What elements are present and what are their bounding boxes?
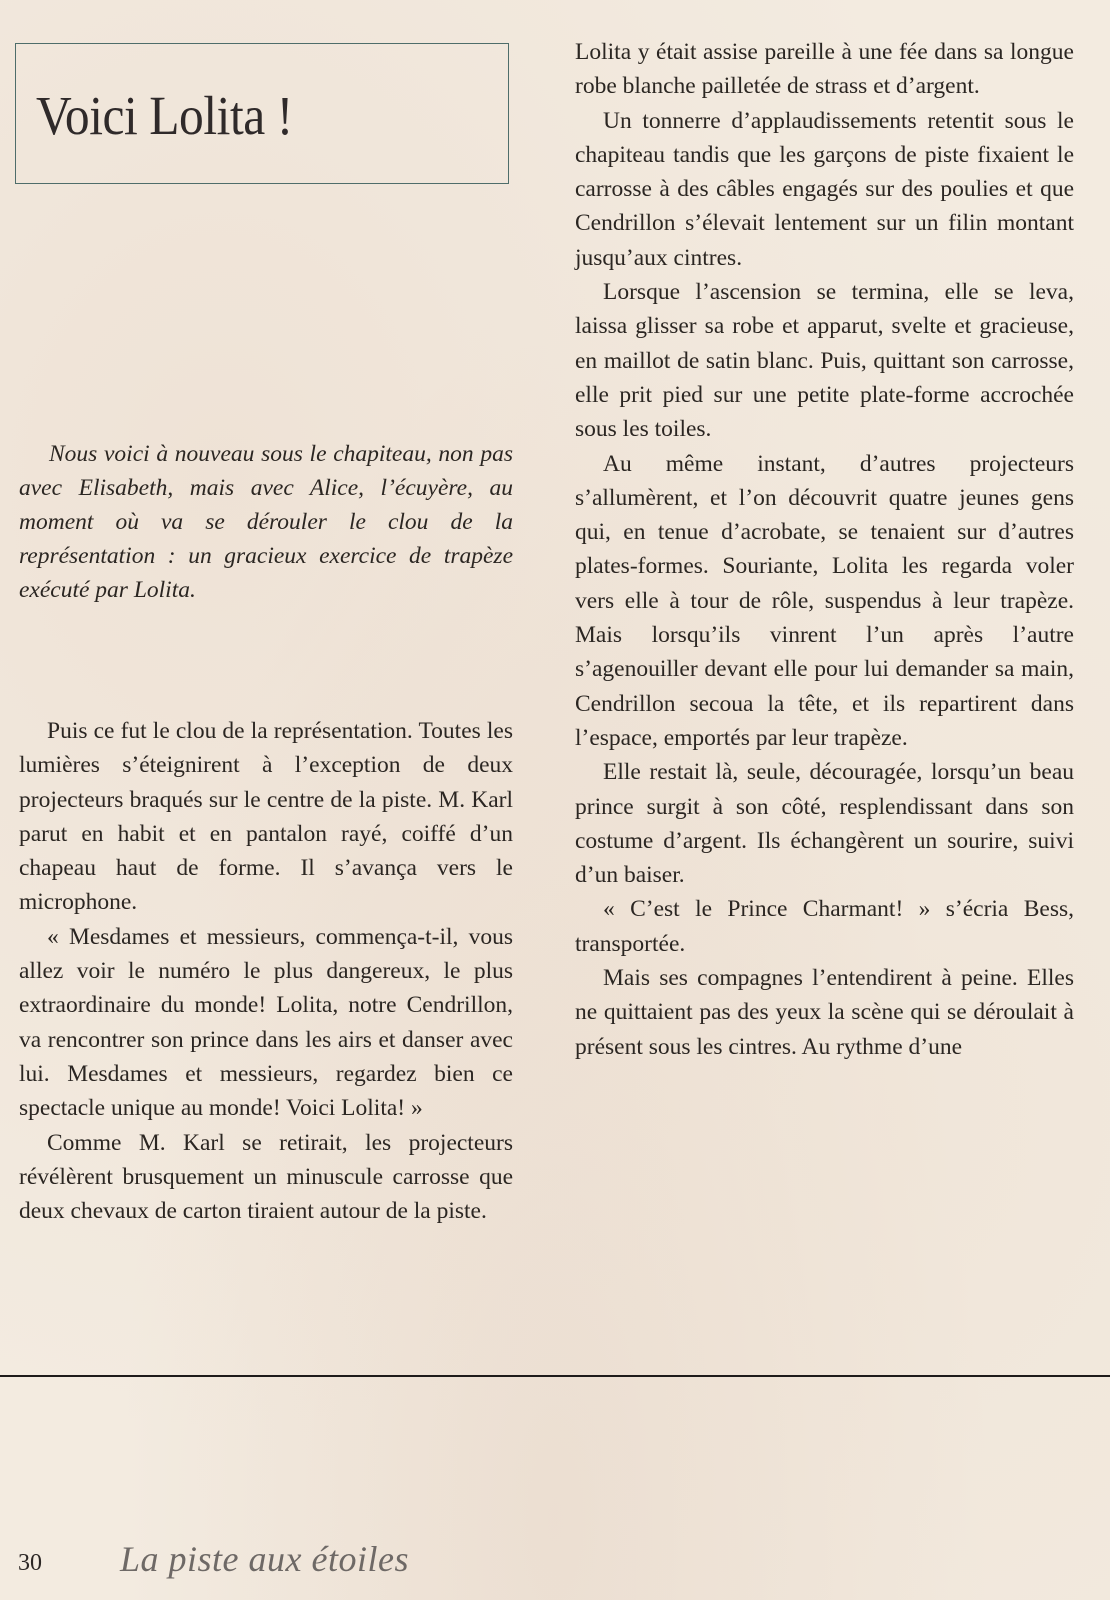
- body-paragraph: Comme M. Karl se retirait, les projecteurs révélèrent brusquement un minuscule carrosse que deux chevaux de carton tiraient autour de la piste.: [19, 1129, 513, 1225]
- body-paragraph: « Mesdames et messieurs, commença-t-il, vous allez voir le numéro le plus dangereux, le plus extraordinaire du monde! Lolita, notre Cendrillon, va rencontrer son prince dans les airs et danser avec lui. Mesdames et messieurs, regardez bien ce spectacle unique au monde! Voici Lolita! »: [19, 923, 513, 1122]
- body-paragraph: Puis ce fut le clou de la représentation. Toutes les lumières s’éteignirent à l’exception de deux projecteurs braqués sur le centre de la piste. M. Karl parut en habit et en pantalon rayé, coiffé d’un chapeau haut de forme. Il s’avança vers le microphone.: [19, 718, 513, 916]
- horizontal-rule: [0, 1375, 1110, 1377]
- body-paragraph: Elle restait là, seule, découragée, lorsqu’un beau prince surgit à son côté, resplendissant dans son costume d’argent. Ils échangèrent un sourire, suivi d’un baiser.: [575, 759, 1074, 889]
- title-frame: [15, 43, 509, 184]
- page-number: 30: [18, 1550, 42, 1576]
- continued-paragraph: Lolita y était assise pareille à une fée dans sa longue robe blanche pailletée de strass et d’argent.: [575, 39, 1074, 100]
- right-column: [575, 35, 1074, 1064]
- intro-paragraph: Nous voici à nouveau sous le chapiteau, non pas avec Elisabeth, mais avec Alice, l’écuyère, au moment où va se dérouler le clou de la représentation : un gracieux exercice de trapèze exécuté par Lolita.: [19, 441, 513, 603]
- body-paragraph: Mais ses compagnes l’entendirent à peine. Elles ne quittaient pas des yeux la scène qui se déroulait à présent sous les cintres. Au rythme d’une: [575, 965, 1074, 1060]
- body-paragraph: Au même instant, d’autres projecteurs s’allumèrent, et l’on découvrit quatre jeunes gens qui, en tenue d’acrobate, se tenaient sur d’autres plates-formes. Souriante, Lolita les regarda voler vers elle à tour de rôle, suspendus à leur trapèze. Mais lorsqu’ils vinrent l’un après l’autre s’agenouiller devant elle pour lui demander sa main, Cendrillon secoua la tête, et ils repartirent dans l’espace, emportés par leur trapèze.: [575, 450, 1074, 751]
- running-footer-title: La piste aux étoiles: [120, 1539, 409, 1579]
- left-column: [19, 714, 513, 1228]
- chapter-title: Voici Lolita !: [36, 85, 293, 146]
- body-paragraph: « C’est le Prince Charmant! » s’écria Bess, transportée.: [575, 896, 1074, 957]
- body-paragraph: Lorsque l’ascension se termina, elle se leva, laissa glisser sa robe et apparut, svelte et gracieuse, en maillot de satin blanc. Puis, quittant son carrosse, elle prit pied sur une petite plate-forme accrochée sous les toiles.: [575, 279, 1074, 443]
- body-paragraph: Un tonnerre d’applaudissements retentit sous le chapiteau tandis que les garçons de piste fixaient le carrosse à des câbles engagés sur des poulies et que Cendrillon s’élevait lentement sur un filin montant jusqu’aux cintres.: [575, 107, 1074, 271]
- chapter-intro: [19, 437, 513, 607]
